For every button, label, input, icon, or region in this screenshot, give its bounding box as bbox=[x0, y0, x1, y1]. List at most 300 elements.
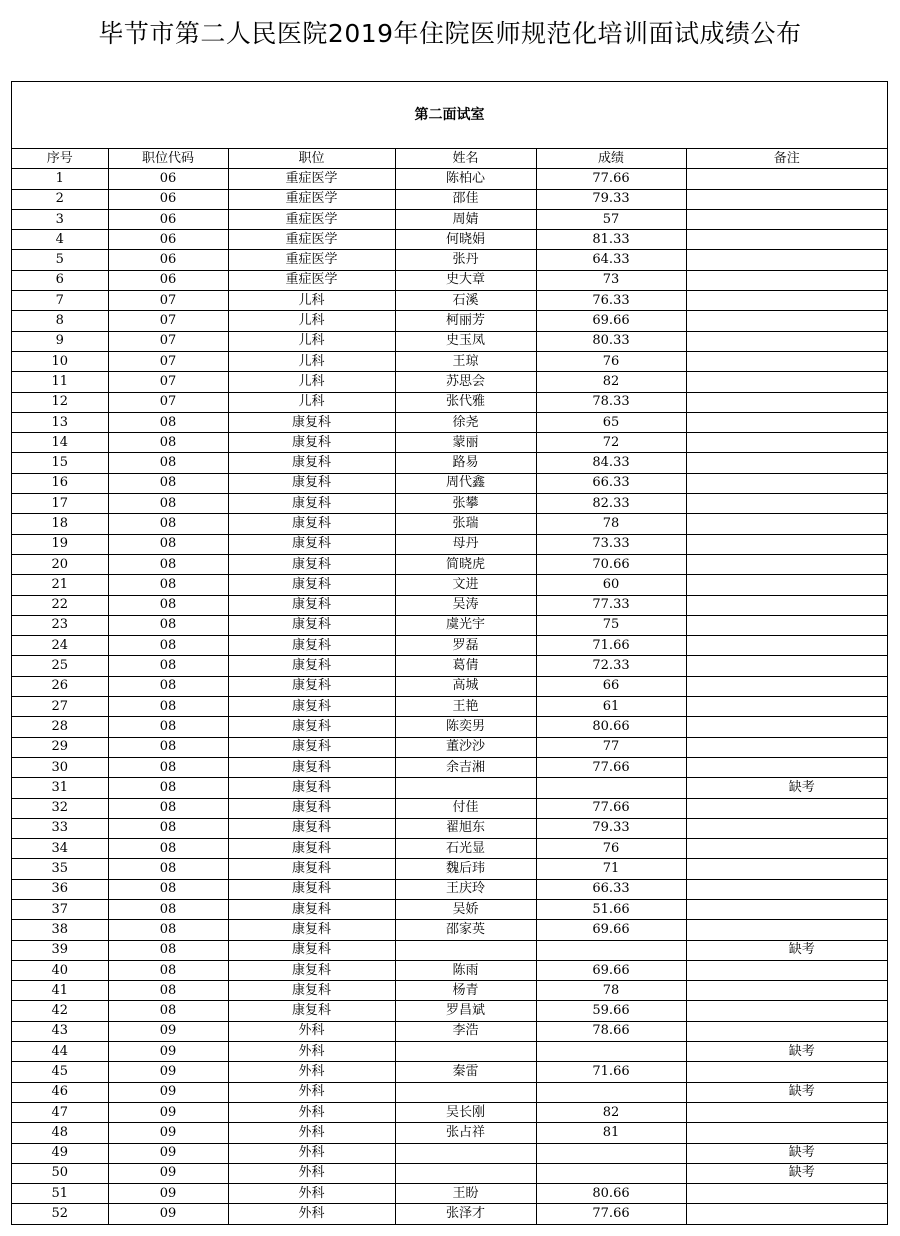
table-row bbox=[12, 960, 887, 980]
cell-name: 周代鑫 bbox=[395, 473, 536, 493]
cell-index: 14 bbox=[12, 433, 108, 453]
cell-name: 罗昌斌 bbox=[395, 1001, 536, 1021]
cell-index: 22 bbox=[12, 595, 108, 615]
header-position: 职位 bbox=[228, 149, 395, 169]
cell-position: 外科 bbox=[228, 1123, 395, 1143]
cell-index: 21 bbox=[12, 575, 108, 595]
cell-name: 李浩 bbox=[395, 1021, 536, 1041]
cell-index: 33 bbox=[12, 818, 108, 838]
cell-name: 张泽才 bbox=[395, 1204, 536, 1224]
cell-score: 51.66 bbox=[536, 899, 686, 919]
cell-position: 康复科 bbox=[228, 453, 395, 473]
cell-position: 重症医学 bbox=[228, 169, 395, 189]
cell-position-code: 06 bbox=[108, 270, 228, 290]
cell-name: 母丹 bbox=[395, 534, 536, 554]
cell-index: 25 bbox=[12, 656, 108, 676]
table-row bbox=[12, 676, 887, 696]
cell-score: 79.33 bbox=[536, 818, 686, 838]
cell-name: 邵家英 bbox=[395, 920, 536, 940]
cell-position: 康复科 bbox=[228, 636, 395, 656]
cell-position: 康复科 bbox=[228, 737, 395, 757]
cell-position-code: 07 bbox=[108, 291, 228, 311]
table-row bbox=[12, 331, 887, 351]
cell-position-code: 08 bbox=[108, 778, 228, 798]
cell-name: 苏思会 bbox=[395, 372, 536, 392]
table-row bbox=[12, 534, 887, 554]
cell-score: 72 bbox=[536, 433, 686, 453]
table-row bbox=[12, 291, 887, 311]
cell-score: 78.33 bbox=[536, 392, 686, 412]
table-row bbox=[12, 554, 887, 574]
table-row bbox=[12, 1042, 887, 1062]
cell-position: 康复科 bbox=[228, 494, 395, 514]
cell-index: 9 bbox=[12, 331, 108, 351]
cell-remark bbox=[686, 920, 887, 940]
cell-remark bbox=[686, 189, 887, 209]
cell-position: 外科 bbox=[228, 1143, 395, 1163]
cell-position-code: 08 bbox=[108, 737, 228, 757]
cell-position-code: 08 bbox=[108, 981, 228, 1001]
cell-position-code: 08 bbox=[108, 676, 228, 696]
cell-position-code: 07 bbox=[108, 311, 228, 331]
cell-name: 路易 bbox=[395, 453, 536, 473]
cell-position: 康复科 bbox=[228, 656, 395, 676]
cell-name: 陈奕男 bbox=[395, 717, 536, 737]
cell-position: 康复科 bbox=[228, 839, 395, 859]
table-row bbox=[12, 1001, 887, 1021]
cell-position: 儿科 bbox=[228, 311, 395, 331]
cell-name: 杨青 bbox=[395, 981, 536, 1001]
cell-position-code: 08 bbox=[108, 1001, 228, 1021]
cell-index: 20 bbox=[12, 554, 108, 574]
cell-position-code: 08 bbox=[108, 859, 228, 879]
cell-index: 48 bbox=[12, 1123, 108, 1143]
cell-score: 78.66 bbox=[536, 1021, 686, 1041]
cell-score: 80.66 bbox=[536, 1184, 686, 1204]
cell-score: 82 bbox=[536, 372, 686, 392]
cell-position: 康复科 bbox=[228, 697, 395, 717]
cell-index: 16 bbox=[12, 473, 108, 493]
cell-name: 陈柏心 bbox=[395, 169, 536, 189]
cell-remark bbox=[686, 798, 887, 818]
cell-name: 王艳 bbox=[395, 697, 536, 717]
cell-position: 儿科 bbox=[228, 392, 395, 412]
cell-index: 30 bbox=[12, 757, 108, 777]
cell-remark bbox=[686, 656, 887, 676]
cell-index: 12 bbox=[12, 392, 108, 412]
cell-score: 61 bbox=[536, 697, 686, 717]
header-score: 成绩 bbox=[536, 149, 686, 169]
cell-name bbox=[395, 1143, 536, 1163]
cell-remark bbox=[686, 1204, 887, 1224]
cell-name: 邵佳 bbox=[395, 189, 536, 209]
cell-score bbox=[536, 940, 686, 960]
score-sheet bbox=[11, 81, 888, 1225]
cell-remark: 缺考 bbox=[686, 1163, 887, 1183]
cell-score: 69.66 bbox=[536, 920, 686, 940]
cell-score bbox=[536, 778, 686, 798]
cell-score: 78 bbox=[536, 981, 686, 1001]
cell-score: 60 bbox=[536, 575, 686, 595]
header-index: 序号 bbox=[12, 149, 108, 169]
cell-position-code: 07 bbox=[108, 351, 228, 371]
cell-remark bbox=[686, 291, 887, 311]
cell-score: 82 bbox=[536, 1102, 686, 1122]
table-row bbox=[12, 351, 887, 371]
table-row bbox=[12, 372, 887, 392]
cell-index: 10 bbox=[12, 351, 108, 371]
cell-index: 52 bbox=[12, 1204, 108, 1224]
cell-score: 71.66 bbox=[536, 636, 686, 656]
cell-remark: 缺考 bbox=[686, 1082, 887, 1102]
table-row bbox=[12, 209, 887, 229]
cell-position-code: 08 bbox=[108, 636, 228, 656]
cell-score: 78 bbox=[536, 514, 686, 534]
cell-score: 81 bbox=[536, 1123, 686, 1143]
cell-index: 49 bbox=[12, 1143, 108, 1163]
table-row bbox=[12, 656, 887, 676]
cell-position: 康复科 bbox=[228, 676, 395, 696]
table-body bbox=[12, 169, 887, 1224]
cell-position: 康复科 bbox=[228, 859, 395, 879]
cell-score: 77.66 bbox=[536, 169, 686, 189]
cell-index: 17 bbox=[12, 494, 108, 514]
cell-position-code: 09 bbox=[108, 1184, 228, 1204]
cell-score: 81.33 bbox=[536, 230, 686, 250]
cell-index: 6 bbox=[12, 270, 108, 290]
cell-score bbox=[536, 1082, 686, 1102]
cell-name: 高城 bbox=[395, 676, 536, 696]
cell-position-code: 08 bbox=[108, 453, 228, 473]
table-row bbox=[12, 412, 887, 432]
cell-name: 徐尧 bbox=[395, 412, 536, 432]
cell-score bbox=[536, 1163, 686, 1183]
cell-remark bbox=[686, 757, 887, 777]
cell-name: 吴涛 bbox=[395, 595, 536, 615]
cell-remark bbox=[686, 372, 887, 392]
cell-index: 42 bbox=[12, 1001, 108, 1021]
cell-position-code: 06 bbox=[108, 250, 228, 270]
score-table bbox=[12, 149, 887, 1224]
cell-position: 康复科 bbox=[228, 595, 395, 615]
cell-remark: 缺考 bbox=[686, 778, 887, 798]
cell-remark bbox=[686, 311, 887, 331]
table-row bbox=[12, 494, 887, 514]
cell-index: 45 bbox=[12, 1062, 108, 1082]
cell-name bbox=[395, 940, 536, 960]
table-row bbox=[12, 311, 887, 331]
cell-name: 罗磊 bbox=[395, 636, 536, 656]
cell-score: 66 bbox=[536, 676, 686, 696]
table-row bbox=[12, 1143, 887, 1163]
cell-position: 康复科 bbox=[228, 798, 395, 818]
cell-remark bbox=[686, 494, 887, 514]
cell-remark bbox=[686, 1021, 887, 1041]
cell-position-code: 08 bbox=[108, 940, 228, 960]
cell-name bbox=[395, 1163, 536, 1183]
header-remark: 备注 bbox=[686, 149, 887, 169]
cell-remark bbox=[686, 818, 887, 838]
cell-remark bbox=[686, 554, 887, 574]
cell-name: 张瑞 bbox=[395, 514, 536, 534]
cell-name: 张丹 bbox=[395, 250, 536, 270]
cell-remark bbox=[686, 676, 887, 696]
cell-index: 29 bbox=[12, 737, 108, 757]
cell-name: 王盼 bbox=[395, 1184, 536, 1204]
cell-name: 余吉湘 bbox=[395, 757, 536, 777]
cell-remark bbox=[686, 859, 887, 879]
cell-position: 重症医学 bbox=[228, 230, 395, 250]
cell-remark bbox=[686, 1123, 887, 1143]
cell-remark bbox=[686, 169, 887, 189]
cell-index: 41 bbox=[12, 981, 108, 1001]
cell-index: 1 bbox=[12, 169, 108, 189]
cell-position: 康复科 bbox=[228, 615, 395, 635]
cell-remark bbox=[686, 331, 887, 351]
cell-score: 72.33 bbox=[536, 656, 686, 676]
cell-remark bbox=[686, 473, 887, 493]
cell-index: 27 bbox=[12, 697, 108, 717]
cell-position: 康复科 bbox=[228, 1001, 395, 1021]
cell-remark bbox=[686, 899, 887, 919]
cell-position: 康复科 bbox=[228, 433, 395, 453]
cell-remark bbox=[686, 839, 887, 859]
cell-score: 70.66 bbox=[536, 554, 686, 574]
cell-remark: 缺考 bbox=[686, 1042, 887, 1062]
cell-index: 51 bbox=[12, 1184, 108, 1204]
cell-name: 张代雅 bbox=[395, 392, 536, 412]
table-row bbox=[12, 1021, 887, 1041]
cell-position-code: 09 bbox=[108, 1042, 228, 1062]
cell-name: 虞光宇 bbox=[395, 615, 536, 635]
table-row bbox=[12, 189, 887, 209]
cell-position: 康复科 bbox=[228, 554, 395, 574]
header-name: 姓名 bbox=[395, 149, 536, 169]
header-position-code: 职位代码 bbox=[108, 149, 228, 169]
cell-score: 66.33 bbox=[536, 879, 686, 899]
cell-position-code: 08 bbox=[108, 575, 228, 595]
cell-score: 77.66 bbox=[536, 1204, 686, 1224]
cell-index: 35 bbox=[12, 859, 108, 879]
cell-position: 儿科 bbox=[228, 351, 395, 371]
cell-position: 康复科 bbox=[228, 717, 395, 737]
table-row bbox=[12, 859, 887, 879]
cell-position-code: 08 bbox=[108, 615, 228, 635]
table-row bbox=[12, 757, 887, 777]
cell-index: 15 bbox=[12, 453, 108, 473]
cell-score: 76.33 bbox=[536, 291, 686, 311]
cell-score: 76 bbox=[536, 351, 686, 371]
cell-score: 73.33 bbox=[536, 534, 686, 554]
cell-index: 3 bbox=[12, 209, 108, 229]
cell-index: 19 bbox=[12, 534, 108, 554]
cell-position-code: 08 bbox=[108, 412, 228, 432]
header-row bbox=[12, 149, 887, 169]
cell-position-code: 09 bbox=[108, 1102, 228, 1122]
cell-position-code: 07 bbox=[108, 372, 228, 392]
cell-position: 外科 bbox=[228, 1062, 395, 1082]
cell-score: 71 bbox=[536, 859, 686, 879]
table-row bbox=[12, 1062, 887, 1082]
table-row bbox=[12, 514, 887, 534]
cell-name: 吴长刚 bbox=[395, 1102, 536, 1122]
cell-position-code: 08 bbox=[108, 960, 228, 980]
cell-score: 69.66 bbox=[536, 960, 686, 980]
table-row bbox=[12, 1163, 887, 1183]
cell-position: 外科 bbox=[228, 1204, 395, 1224]
cell-index: 43 bbox=[12, 1021, 108, 1041]
cell-position: 康复科 bbox=[228, 534, 395, 554]
cell-remark bbox=[686, 1102, 887, 1122]
cell-remark bbox=[686, 250, 887, 270]
cell-remark bbox=[686, 981, 887, 1001]
cell-index: 28 bbox=[12, 717, 108, 737]
cell-position: 康复科 bbox=[228, 473, 395, 493]
cell-position-code: 08 bbox=[108, 839, 228, 859]
cell-name: 史大章 bbox=[395, 270, 536, 290]
cell-position: 儿科 bbox=[228, 331, 395, 351]
cell-position-code: 09 bbox=[108, 1163, 228, 1183]
cell-name: 史玉凤 bbox=[395, 331, 536, 351]
cell-position: 重症医学 bbox=[228, 189, 395, 209]
cell-remark bbox=[686, 270, 887, 290]
cell-position: 康复科 bbox=[228, 920, 395, 940]
cell-position: 重症医学 bbox=[228, 270, 395, 290]
table-row bbox=[12, 230, 887, 250]
cell-position: 康复科 bbox=[228, 818, 395, 838]
cell-index: 7 bbox=[12, 291, 108, 311]
cell-name: 陈雨 bbox=[395, 960, 536, 980]
cell-position: 儿科 bbox=[228, 372, 395, 392]
cell-position-code: 08 bbox=[108, 494, 228, 514]
cell-position-code: 08 bbox=[108, 697, 228, 717]
cell-index: 8 bbox=[12, 311, 108, 331]
cell-index: 38 bbox=[12, 920, 108, 940]
cell-position-code: 06 bbox=[108, 209, 228, 229]
cell-remark bbox=[686, 697, 887, 717]
cell-position-code: 08 bbox=[108, 879, 228, 899]
cell-position: 康复科 bbox=[228, 879, 395, 899]
cell-position-code: 08 bbox=[108, 798, 228, 818]
cell-name: 柯丽芳 bbox=[395, 311, 536, 331]
cell-score: 84.33 bbox=[536, 453, 686, 473]
cell-name bbox=[395, 1042, 536, 1062]
cell-name: 吴娇 bbox=[395, 899, 536, 919]
table-row bbox=[12, 1082, 887, 1102]
cell-name bbox=[395, 778, 536, 798]
cell-index: 50 bbox=[12, 1163, 108, 1183]
cell-remark bbox=[686, 1184, 887, 1204]
cell-position-code: 08 bbox=[108, 757, 228, 777]
cell-score: 71.66 bbox=[536, 1062, 686, 1082]
cell-remark bbox=[686, 209, 887, 229]
table-row bbox=[12, 1123, 887, 1143]
cell-index: 39 bbox=[12, 940, 108, 960]
cell-name: 石光显 bbox=[395, 839, 536, 859]
cell-remark bbox=[686, 514, 887, 534]
cell-position: 康复科 bbox=[228, 960, 395, 980]
table-row bbox=[12, 697, 887, 717]
cell-index: 32 bbox=[12, 798, 108, 818]
table-row bbox=[12, 1204, 887, 1224]
cell-position: 康复科 bbox=[228, 940, 395, 960]
cell-position: 外科 bbox=[228, 1042, 395, 1062]
cell-name: 魏后玮 bbox=[395, 859, 536, 879]
cell-remark bbox=[686, 717, 887, 737]
cell-remark bbox=[686, 575, 887, 595]
cell-position-code: 08 bbox=[108, 473, 228, 493]
cell-score: 80.33 bbox=[536, 331, 686, 351]
cell-score bbox=[536, 1042, 686, 1062]
cell-name: 周婧 bbox=[395, 209, 536, 229]
cell-index: 36 bbox=[12, 879, 108, 899]
cell-remark bbox=[686, 453, 887, 473]
cell-index: 37 bbox=[12, 899, 108, 919]
cell-position-code: 08 bbox=[108, 818, 228, 838]
cell-remark bbox=[686, 230, 887, 250]
table-row bbox=[12, 1102, 887, 1122]
cell-index: 46 bbox=[12, 1082, 108, 1102]
cell-remark bbox=[686, 615, 887, 635]
table-row bbox=[12, 981, 887, 1001]
cell-name: 葛倩 bbox=[395, 656, 536, 676]
cell-index: 13 bbox=[12, 412, 108, 432]
cell-score: 77 bbox=[536, 737, 686, 757]
room-heading: 第二面试室 bbox=[12, 82, 887, 149]
cell-position: 康复科 bbox=[228, 981, 395, 1001]
cell-score: 79.33 bbox=[536, 189, 686, 209]
cell-position-code: 08 bbox=[108, 554, 228, 574]
cell-score bbox=[536, 1143, 686, 1163]
table-row bbox=[12, 839, 887, 859]
cell-position: 外科 bbox=[228, 1184, 395, 1204]
cell-remark bbox=[686, 392, 887, 412]
cell-position-code: 08 bbox=[108, 534, 228, 554]
cell-position-code: 09 bbox=[108, 1123, 228, 1143]
cell-remark bbox=[686, 1001, 887, 1021]
cell-name: 石溪 bbox=[395, 291, 536, 311]
cell-position-code: 08 bbox=[108, 899, 228, 919]
table-row bbox=[12, 940, 887, 960]
cell-position-code: 08 bbox=[108, 595, 228, 615]
cell-position-code: 06 bbox=[108, 230, 228, 250]
cell-score: 77.66 bbox=[536, 757, 686, 777]
cell-name: 王庆玲 bbox=[395, 879, 536, 899]
table-row bbox=[12, 737, 887, 757]
cell-remark bbox=[686, 879, 887, 899]
cell-remark bbox=[686, 595, 887, 615]
cell-index: 4 bbox=[12, 230, 108, 250]
cell-score: 73 bbox=[536, 270, 686, 290]
cell-position-code: 07 bbox=[108, 331, 228, 351]
table-row bbox=[12, 818, 887, 838]
cell-index: 26 bbox=[12, 676, 108, 696]
cell-remark: 缺考 bbox=[686, 1143, 887, 1163]
cell-name: 张占祥 bbox=[395, 1123, 536, 1143]
cell-position-code: 08 bbox=[108, 920, 228, 940]
cell-score: 57 bbox=[536, 209, 686, 229]
cell-name: 秦雷 bbox=[395, 1062, 536, 1082]
cell-score: 59.66 bbox=[536, 1001, 686, 1021]
cell-score: 80.66 bbox=[536, 717, 686, 737]
cell-score: 65 bbox=[536, 412, 686, 432]
cell-score: 77.33 bbox=[536, 595, 686, 615]
table-row bbox=[12, 250, 887, 270]
cell-remark bbox=[686, 534, 887, 554]
cell-remark bbox=[686, 636, 887, 656]
cell-index: 31 bbox=[12, 778, 108, 798]
cell-position-code: 08 bbox=[108, 717, 228, 737]
